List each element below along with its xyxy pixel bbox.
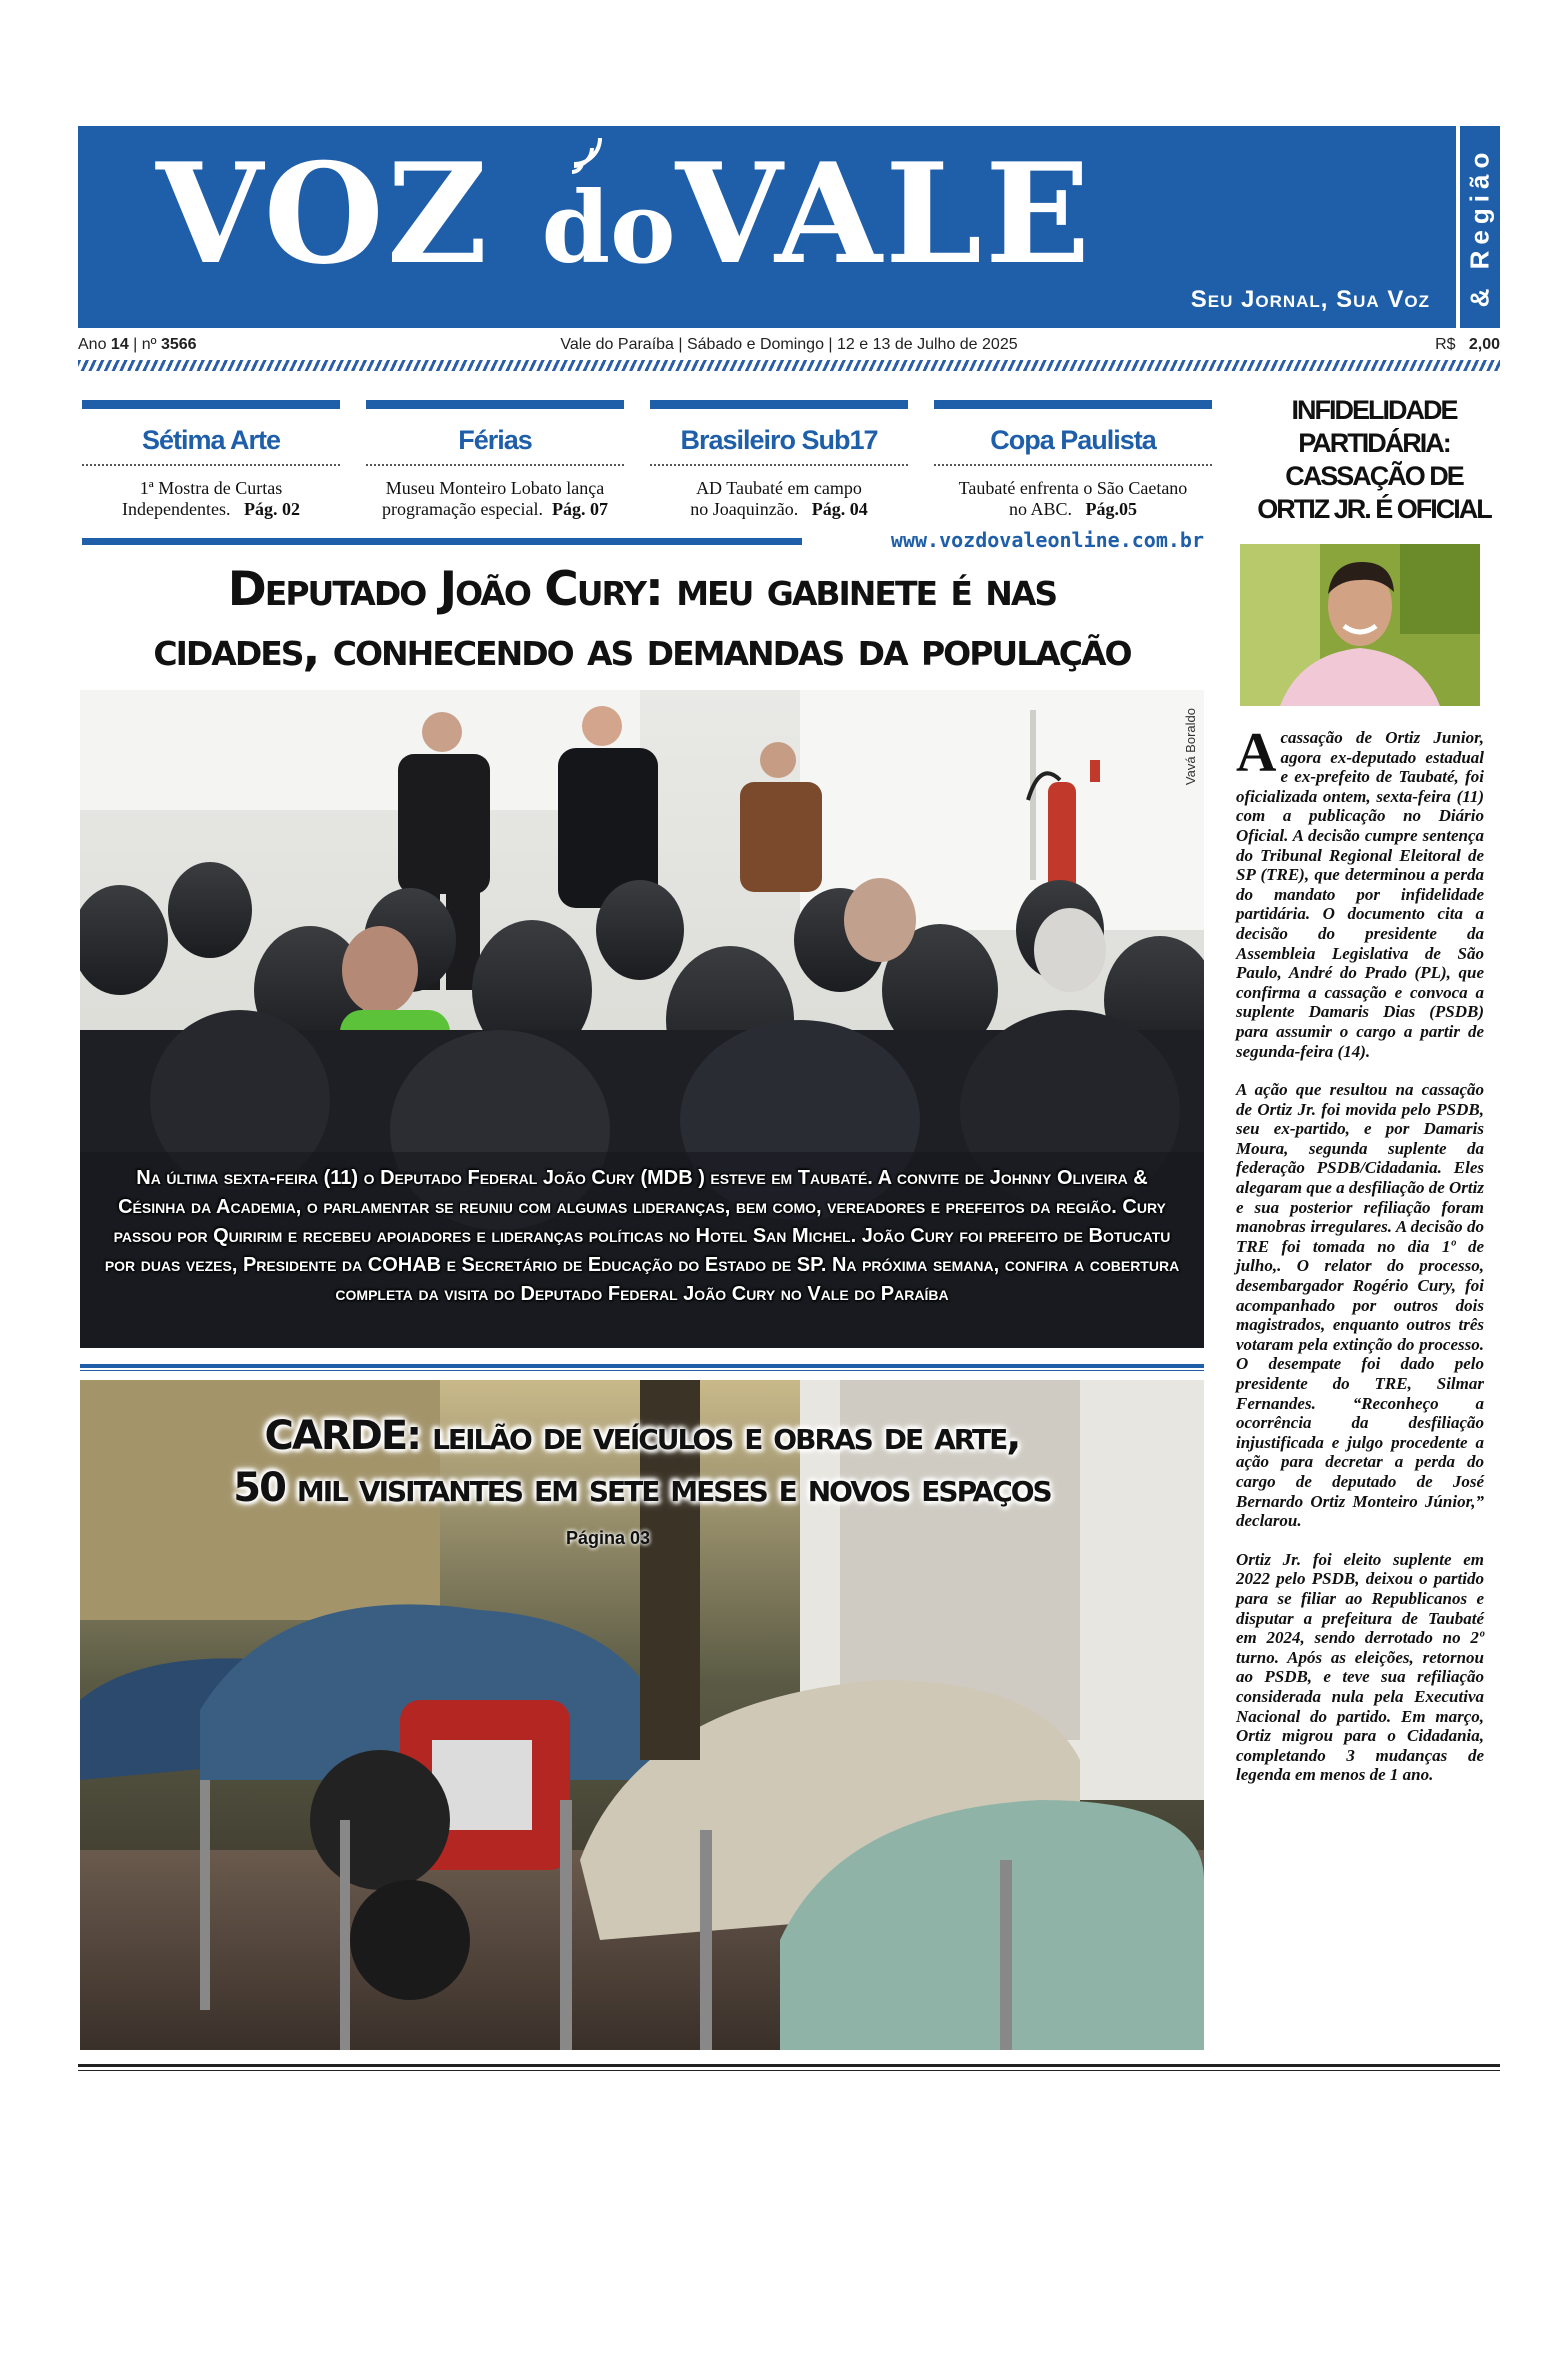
teaser-title: Sétima Arte [82,409,340,466]
masthead-main [78,126,1456,328]
drop-cap: A [1236,722,1277,784]
carde-story-photo [80,1380,1204,2050]
price: R$ 2,00 [1435,336,1500,353]
teaser-text: Museu Monteiro Lobato lança programação especial. Pág. 07 [382,478,608,519]
issue-number: Ano 14 | nº 3566 [78,336,197,353]
teaser-copa-paulista[interactable] [934,400,1212,524]
carde-page-ref: Página 03 [566,1528,651,1548]
sidebar-article [1236,722,1484,1804]
teaser-setima-arte[interactable] [82,400,340,524]
article-paragraph: A ação que resultou na cassação de Ortiz Jr. foi movida pelo PSDB, seu ex-partido, e por Damaris Moura, segunda suplente da federação PSDB/Cidadania. Eles alegaram que a desfiliação de Ortiz e sua posterior refiliação foram manobras irregulares. A decisão do TRE foi tomada no dia 1º de julho,. O relator do processo, desembargador Rogério Cury, foi acompanhado por outros dois magistrados, enquanto outros três votaram pela extinção do processo. O desempate foi dado pelo presidente do TRE, Silmar Fernandes. “Reconheço a ocorrência da desfiliação injustificada e julgo procedente a ação para decretar a perda do cargo de deputado de José Bernardo Ortiz Monteiro Júnior,” declarou. [1236,1080,1484,1531]
website-rule [82,538,802,545]
bottom-rule [78,2064,1500,2067]
photo-credit: Vavá Boraldo [1183,708,1198,786]
edition-info-bar [78,334,1500,358]
logo-voz: VOZ [156,132,491,295]
carde-headline[interactable]: CARDE: leilão de veículos e obras de arte, 50 mil visitantes em sete meses e novos espaços [233,1413,1051,1511]
logo-vale: VALE [675,132,1094,295]
article-paragraph: Ortiz Jr. foi eleito suplente em 2022 pelo PSDB, deixou o partido para se filiar ao Republicanos e disputar a prefeitura de Taubaté em 2024, sendo derrotado no 2º turno. Após as eleições, retornou ao PSDB, e teve sua refiliação considerada nula pela Executiva Nacional do partido. Em março, Ortiz migrou para o Cidadania, completando 3 mudanças de legenda em menos de 1 ano. [1236,1549,1484,1785]
teaser-text: Taubaté enfrenta o São Caetano no ABC. Pág.05 [958,478,1188,519]
masthead [78,126,1500,328]
teaser-title: Férias [366,409,624,466]
story-divider-thin [80,1370,1204,1371]
story-divider [80,1364,1204,1368]
bottom-rule-thin [78,2070,1500,2071]
portrait-illustration [1240,544,1480,706]
masthead-region-tab [1456,126,1500,328]
main-story-photo [80,690,1204,1348]
hatched-divider [78,360,1500,371]
region-label: & Região [1464,146,1495,308]
website-link[interactable]: www.vozdovaleonline.com.br [890,528,1204,552]
sidebar-headline[interactable]: INFIDELIDADE PARTIDÁRIA: CASSAÇÃO DE ORTIZ JR. É OFICIAL [1257,395,1491,524]
teaser-title: Brasileiro Sub17 [650,409,908,466]
teaser-ferias[interactable] [366,400,624,524]
teaser-title: Copa Paulista [934,409,1212,466]
article-paragraph: Acassação de Ortiz Junior, agora ex-deputado estadual e ex-prefeito de Taubaté, foi oficializada ontem, sexta-feira (11) com a publicação no Diário Oficial. A decisão cumpre sentença do Tribunal Regional Eleitoral de SP (TRE), que determinou a perda do mandato por infidelidade partidária. O documento cita a decisão do presidente da Assembleia Legislativa de São Paulo, André do Prado (PL), que confirma a cassação e convoca a suplente Damaris Dias (PSDB) para assumir o cargo a partir de segunda-feira (14). [1236,722,1484,1061]
teaser-text: AD Taubaté em campo no Joaquinzão. Pág. 04 [690,478,868,519]
teaser-text: 1ª Mostra de Curtas Independentes. Pág. 02 [122,478,300,519]
logo-do: do [541,171,676,286]
newspaper-logo [156,132,1094,299]
portrait-photo [1240,544,1480,706]
masthead-slogan: Seu Jornal, Sua Voz [1190,286,1430,313]
main-headline[interactable]: Deputado João Cury: meu gabinete é nas cidades, conhecendo as demandas da população [153,562,1131,677]
edition-date: Vale do Paraíba | Sábado e Domingo | 12 e 13 de Julho de 2025 [560,336,1018,353]
teaser-brasileiro-sub17[interactable] [650,400,908,524]
radio-waves-icon [566,138,606,178]
photo-caption: Na última sexta-feira (11) o Deputado Federal João Cury (MDB ) esteve em Taubaté. A convite de Johnny Oliveira & Césinha da Academia, o parlamentar se reuniu com algumas lideranças, bem como, vereadores e prefeitos da região. Cury passou por Quiririm e recebeu apoiadores e lideranças políticas no Hotel San Michel. João Cury foi prefeito de Botucatu por duas vezes, Presidente da COHAB e Secretário de Educação do Estado de SP. Na próxima semana, confira a cobertura completa da visita do Deputado Federal João Cury no Vale do Paraíba [104,1167,1180,1305]
